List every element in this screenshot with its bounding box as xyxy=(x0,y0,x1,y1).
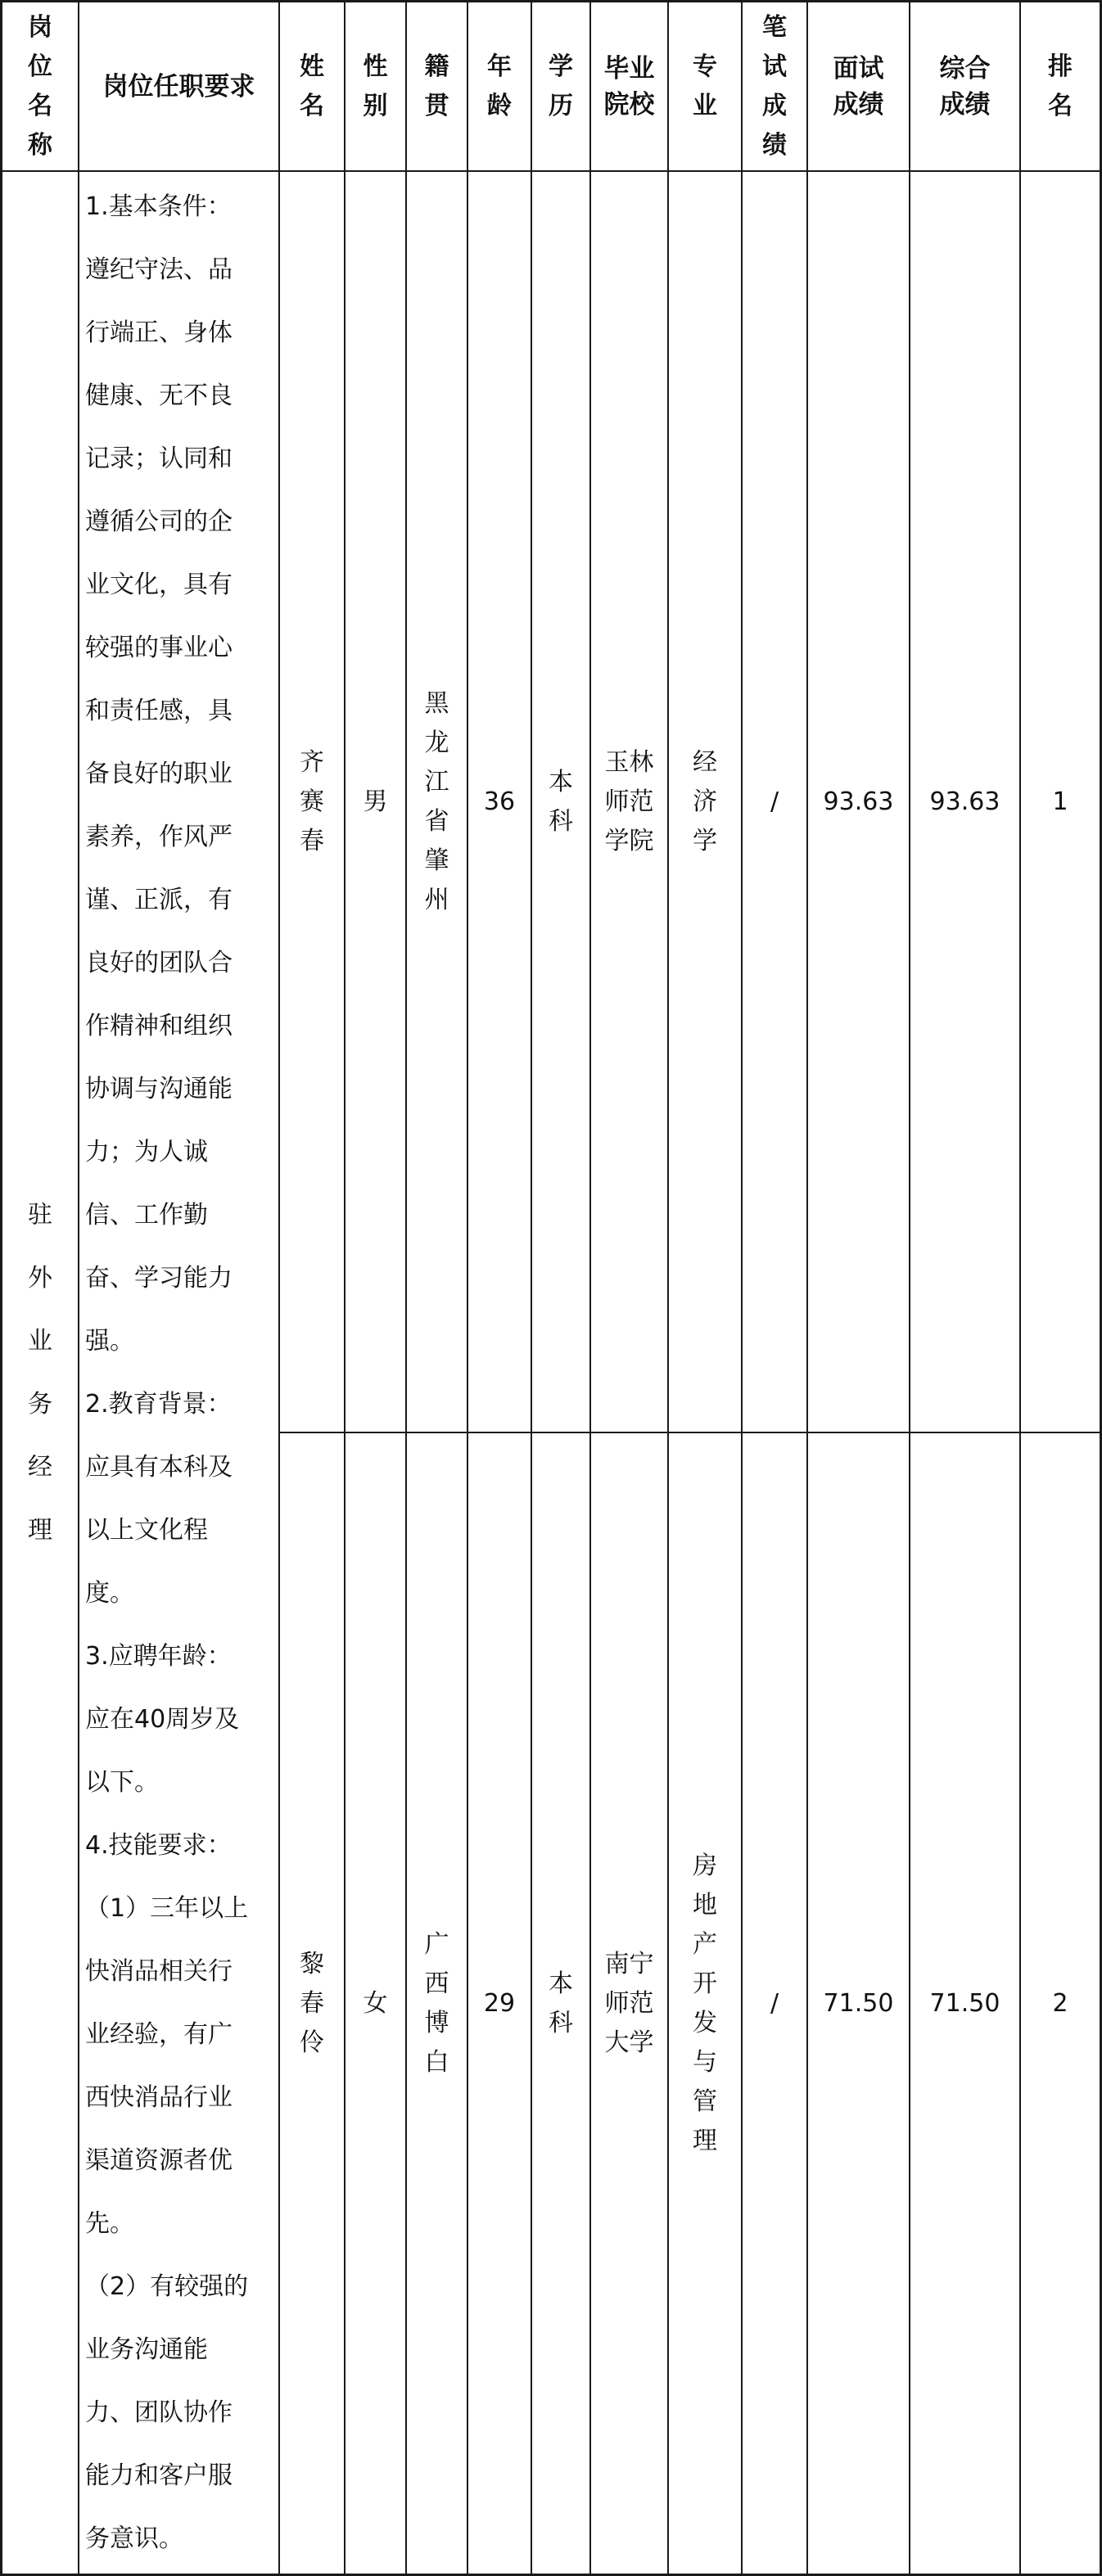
requirement-line: 记录；认同和 xyxy=(85,444,233,473)
header-interview-score: 面试成绩 xyxy=(833,53,884,120)
post-name-cell: 驻外业务经理 xyxy=(28,1201,52,1545)
requirement-line: 较强的事业心 xyxy=(85,634,233,662)
requirement-line: 力；为人诚 xyxy=(85,1138,208,1166)
candidate-1-origin: 黑龙江省肇州 xyxy=(424,688,449,914)
requirement-line: 以下。 xyxy=(85,1768,159,1797)
candidate-2-interview-score: 71.50 xyxy=(823,1989,894,2018)
candidate-1-total-score: 93.63 xyxy=(929,787,1000,816)
header-name: 姓名 xyxy=(300,52,324,120)
requirement-line: 信、工作勤 xyxy=(85,1201,208,1229)
candidate-2-total-score: 71.50 xyxy=(929,1989,1000,2018)
requirement-line: 和责任感，具 xyxy=(85,697,233,725)
candidate-2-age: 29 xyxy=(483,1989,516,2018)
requirement-line: 业务沟通能 xyxy=(85,2335,208,2364)
requirement-line: 业文化，具有 xyxy=(85,571,233,599)
requirement-line: 渠道资源者优 xyxy=(85,2146,233,2175)
requirement-line: （1）三年以上 xyxy=(85,1894,249,1923)
requirement-line: 应在40周岁及 xyxy=(85,1705,240,1734)
requirement-line: 素养，作风严 xyxy=(85,823,233,851)
requirement-line: （2）有较强的 xyxy=(85,2272,249,2301)
header-total-score: 综合成绩 xyxy=(939,53,991,120)
requirement-line: 务意识。 xyxy=(85,2524,183,2553)
requirement-line: 3.应聘年龄： xyxy=(85,1642,232,1671)
requirement-text xyxy=(85,175,278,2570)
requirement-line: 以上文化程 xyxy=(85,1516,208,1545)
header-school: 毕业院校 xyxy=(603,53,655,120)
column-line xyxy=(78,0,79,2576)
requirement-line: 1.基本条件： xyxy=(85,192,232,221)
requirement-line: 良好的团队合 xyxy=(85,949,233,977)
requirement-line: 西快消品行业 xyxy=(85,2083,233,2112)
requirement-line: 作精神和组织 xyxy=(85,1012,233,1040)
requirement-line: 备良好的职业 xyxy=(85,760,233,788)
requirement-line: 遵循公司的企 xyxy=(85,508,233,536)
candidate-2-school: 南宁师范大学 xyxy=(604,1949,654,2057)
candidate-2-name: 黎春伶 xyxy=(300,1949,324,2057)
candidate-1-age: 36 xyxy=(483,787,516,816)
requirement-line: 健康、无不良 xyxy=(85,381,233,410)
requirement-line: 强。 xyxy=(85,1327,134,1356)
requirement-line: 度。 xyxy=(85,1579,134,1608)
candidate-1-education: 本科 xyxy=(549,767,573,836)
candidate-2-education: 本科 xyxy=(549,1969,573,2037)
candidate-1-school: 玉林师范学院 xyxy=(604,747,654,855)
requirement-line: 协调与沟通能 xyxy=(85,1075,233,1103)
header-education: 学历 xyxy=(549,52,573,120)
requirement-line: 应具有本科及 xyxy=(85,1453,233,1482)
header-origin: 籍贯 xyxy=(424,52,449,120)
candidate-2-gender: 女 xyxy=(363,1988,388,2018)
candidate-1-major: 经济学 xyxy=(693,747,717,855)
candidate-1-name: 齐赛春 xyxy=(300,747,324,855)
candidate-1-interview-score: 93.63 xyxy=(823,787,894,816)
header-requirement: 岗位任职要求 xyxy=(102,71,255,102)
header-written-score: 笔试成绩 xyxy=(762,12,787,160)
requirement-line: 力、团队协作 xyxy=(85,2398,233,2427)
requirement-line: 能力和客户服 xyxy=(85,2461,233,2490)
candidate-1-gender: 男 xyxy=(363,787,388,816)
candidate-2-written-score: / xyxy=(770,1989,779,2018)
header-post-name: 岗位名称 xyxy=(28,12,52,160)
requirement-line: 快消品相关行 xyxy=(85,1957,233,1986)
candidate-2-origin: 广西博白 xyxy=(424,1929,449,2077)
requirement-line: 遵纪守法、品 xyxy=(85,255,233,284)
header-age: 年龄 xyxy=(487,52,512,120)
candidate-1-written-score: / xyxy=(770,787,779,816)
requirement-line: 谨、正派，有 xyxy=(85,886,233,914)
header-major: 专业 xyxy=(693,52,717,120)
requirement-line: 行端正、身体 xyxy=(85,318,233,347)
header-rank: 排名 xyxy=(1048,52,1073,120)
requirement-line: 2.教育背景： xyxy=(85,1390,232,1419)
header-gender: 性别 xyxy=(363,52,388,120)
requirement-line: 4.技能要求： xyxy=(85,1831,232,1860)
candidate-2-major: 房地产开发与管理 xyxy=(693,1851,717,2155)
candidate-2-rank: 2 xyxy=(1052,1989,1068,2018)
requirement-line: 业经验，有广 xyxy=(85,2020,233,2049)
candidate-1-rank: 1 xyxy=(1052,787,1068,816)
requirement-line: 先。 xyxy=(85,2209,134,2238)
requirement-line: 奋、学习能力 xyxy=(85,1264,233,1293)
